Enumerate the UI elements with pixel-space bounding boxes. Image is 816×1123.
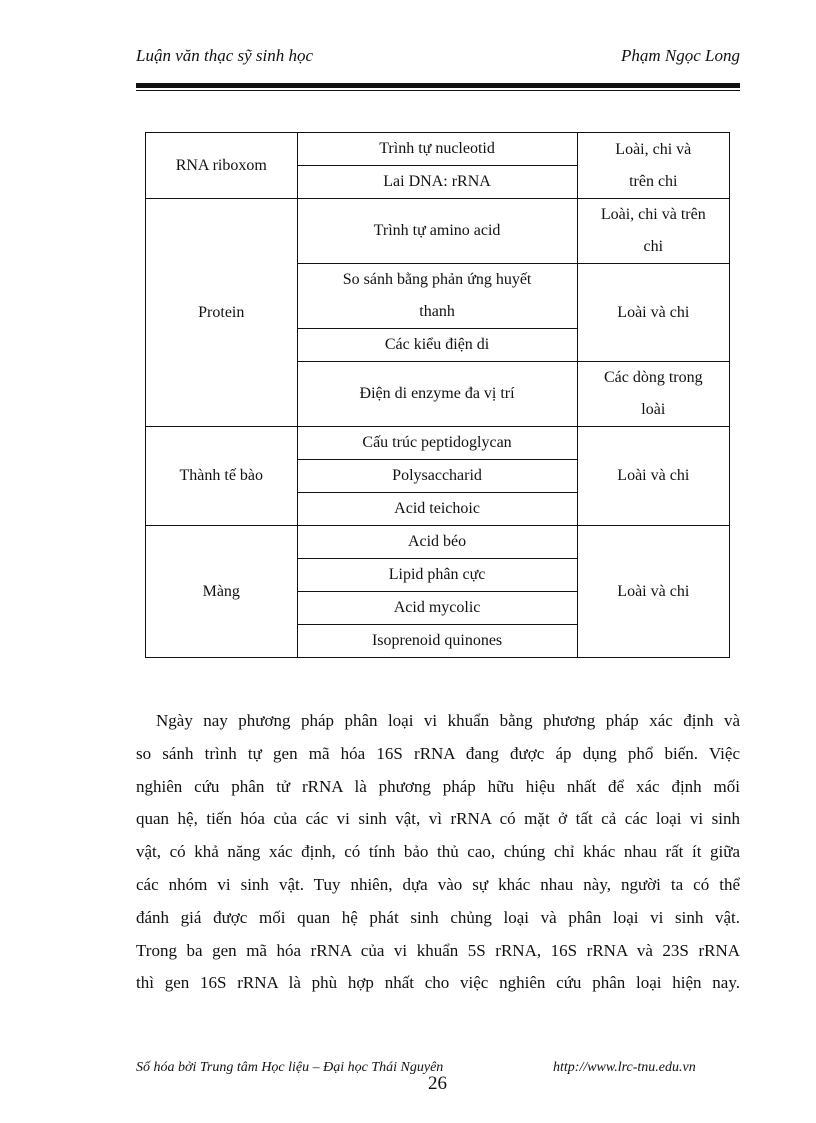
method-cell	[297, 199, 577, 264]
header-rule-thick	[136, 83, 740, 88]
category-cell: Màng	[146, 526, 298, 658]
paragraph-line: Ngày nay phương pháp phân loại vi khuẩn bằng phương pháp xác định và	[156, 711, 740, 730]
paragraph-line: so sánh trình tự gen mã hóa 16S rRNA đang được áp dụng phổ biến. Việc	[136, 743, 740, 763]
level-line: Loài, chi và trên	[600, 206, 706, 223]
method-cell: Polysaccharid	[297, 460, 577, 493]
method-line: Các kiểu điện di	[384, 336, 490, 353]
page-number: 26	[428, 1073, 447, 1094]
method-line: Điện di enzyme đa vị trí	[359, 385, 515, 402]
method-cell	[297, 329, 577, 362]
level-cell	[577, 264, 729, 362]
level-line: Loài và chi	[617, 303, 690, 321]
level-line: loài	[641, 401, 666, 418]
paragraph-line: đánh giá được mối quan hệ phát sinh chủng loại và phân loại vi sinh vật.	[136, 907, 740, 927]
level-line: Loài và chi	[617, 467, 690, 484]
footer-url: http://www.lrc-tnu.edu.vn	[553, 1060, 696, 1075]
category-cell: RNA riboxom	[146, 133, 298, 199]
category-cell: Thành tế bào	[146, 427, 298, 526]
paragraph-line: vật, có khả năng xác định, có tính bảo thủ cao, chúng chỉ khác nhau rất ít giữa	[136, 842, 740, 862]
method-cell: Trình tự nucleotid	[297, 133, 577, 166]
level-cell	[577, 427, 729, 526]
paragraph-line: nghiên cứu phân tử rRNA là phương pháp hữu hiệu nhất để xác định mối	[136, 776, 740, 796]
running-header-title: Luận văn thạc sỹ sinh học	[136, 46, 314, 65]
method-line: Trình tự amino acid	[373, 222, 501, 239]
method-cell: Lai DNA: rRNA	[297, 166, 577, 199]
paragraph-line: thì gen 16S rRNA là phù hợp nhất cho việc nghiên cứu phân loại hiện nay.	[136, 973, 740, 993]
classification-table	[145, 132, 730, 658]
paragraph-line: Trong ba gen mã hóa rRNA của vi khuẩn 5S rRNA, 16S rRNA và 23S rRNA	[136, 940, 740, 960]
footer-source: Số hóa bởi Trung tâm Học liệu – Đại học Thái Nguyên	[136, 1060, 444, 1075]
level-cell	[577, 133, 729, 199]
table-row	[146, 133, 730, 166]
table-row	[146, 526, 730, 559]
method-cell: Lipid phân cực	[297, 559, 577, 592]
level-line: trên chi	[629, 172, 678, 190]
running-header-author: Phạm Ngọc Long	[621, 46, 740, 65]
level-line: Loài và chi	[617, 582, 690, 600]
table-row	[146, 427, 730, 460]
level-line: Loài, chi và	[615, 140, 692, 158]
table-row	[146, 199, 730, 264]
paragraph-line: quan hệ, tiến hóa của các vi sinh vật, vì rRNA có mặt ở tất cả các loại vi sinh	[136, 809, 740, 829]
header-rule-thin	[136, 90, 740, 91]
method-cell: Acid mycolic	[297, 592, 577, 625]
level-cell	[577, 526, 729, 658]
paragraph-line: các nhóm vi sinh vật. Tuy nhiên, dựa vào sự khác nhau này, người ta có thể	[136, 874, 740, 894]
method-cell: Isoprenoid quinones	[297, 625, 577, 658]
level-line: Các dòng trong	[603, 369, 703, 386]
method-cell: Acid béo	[297, 526, 577, 559]
method-line: thanh	[419, 303, 455, 320]
level-cell	[577, 362, 729, 427]
category-cell: Protein	[146, 199, 298, 427]
level-cell	[577, 199, 729, 264]
body-paragraph	[136, 705, 740, 1000]
method-line: So sánh bằng phản ứng huyết	[342, 271, 532, 288]
level-line: chi	[643, 238, 664, 255]
method-cell	[297, 362, 577, 427]
method-cell: Cấu trúc peptidoglycan	[297, 427, 577, 460]
method-cell: Acid teichoic	[297, 493, 577, 526]
method-cell	[297, 264, 577, 329]
